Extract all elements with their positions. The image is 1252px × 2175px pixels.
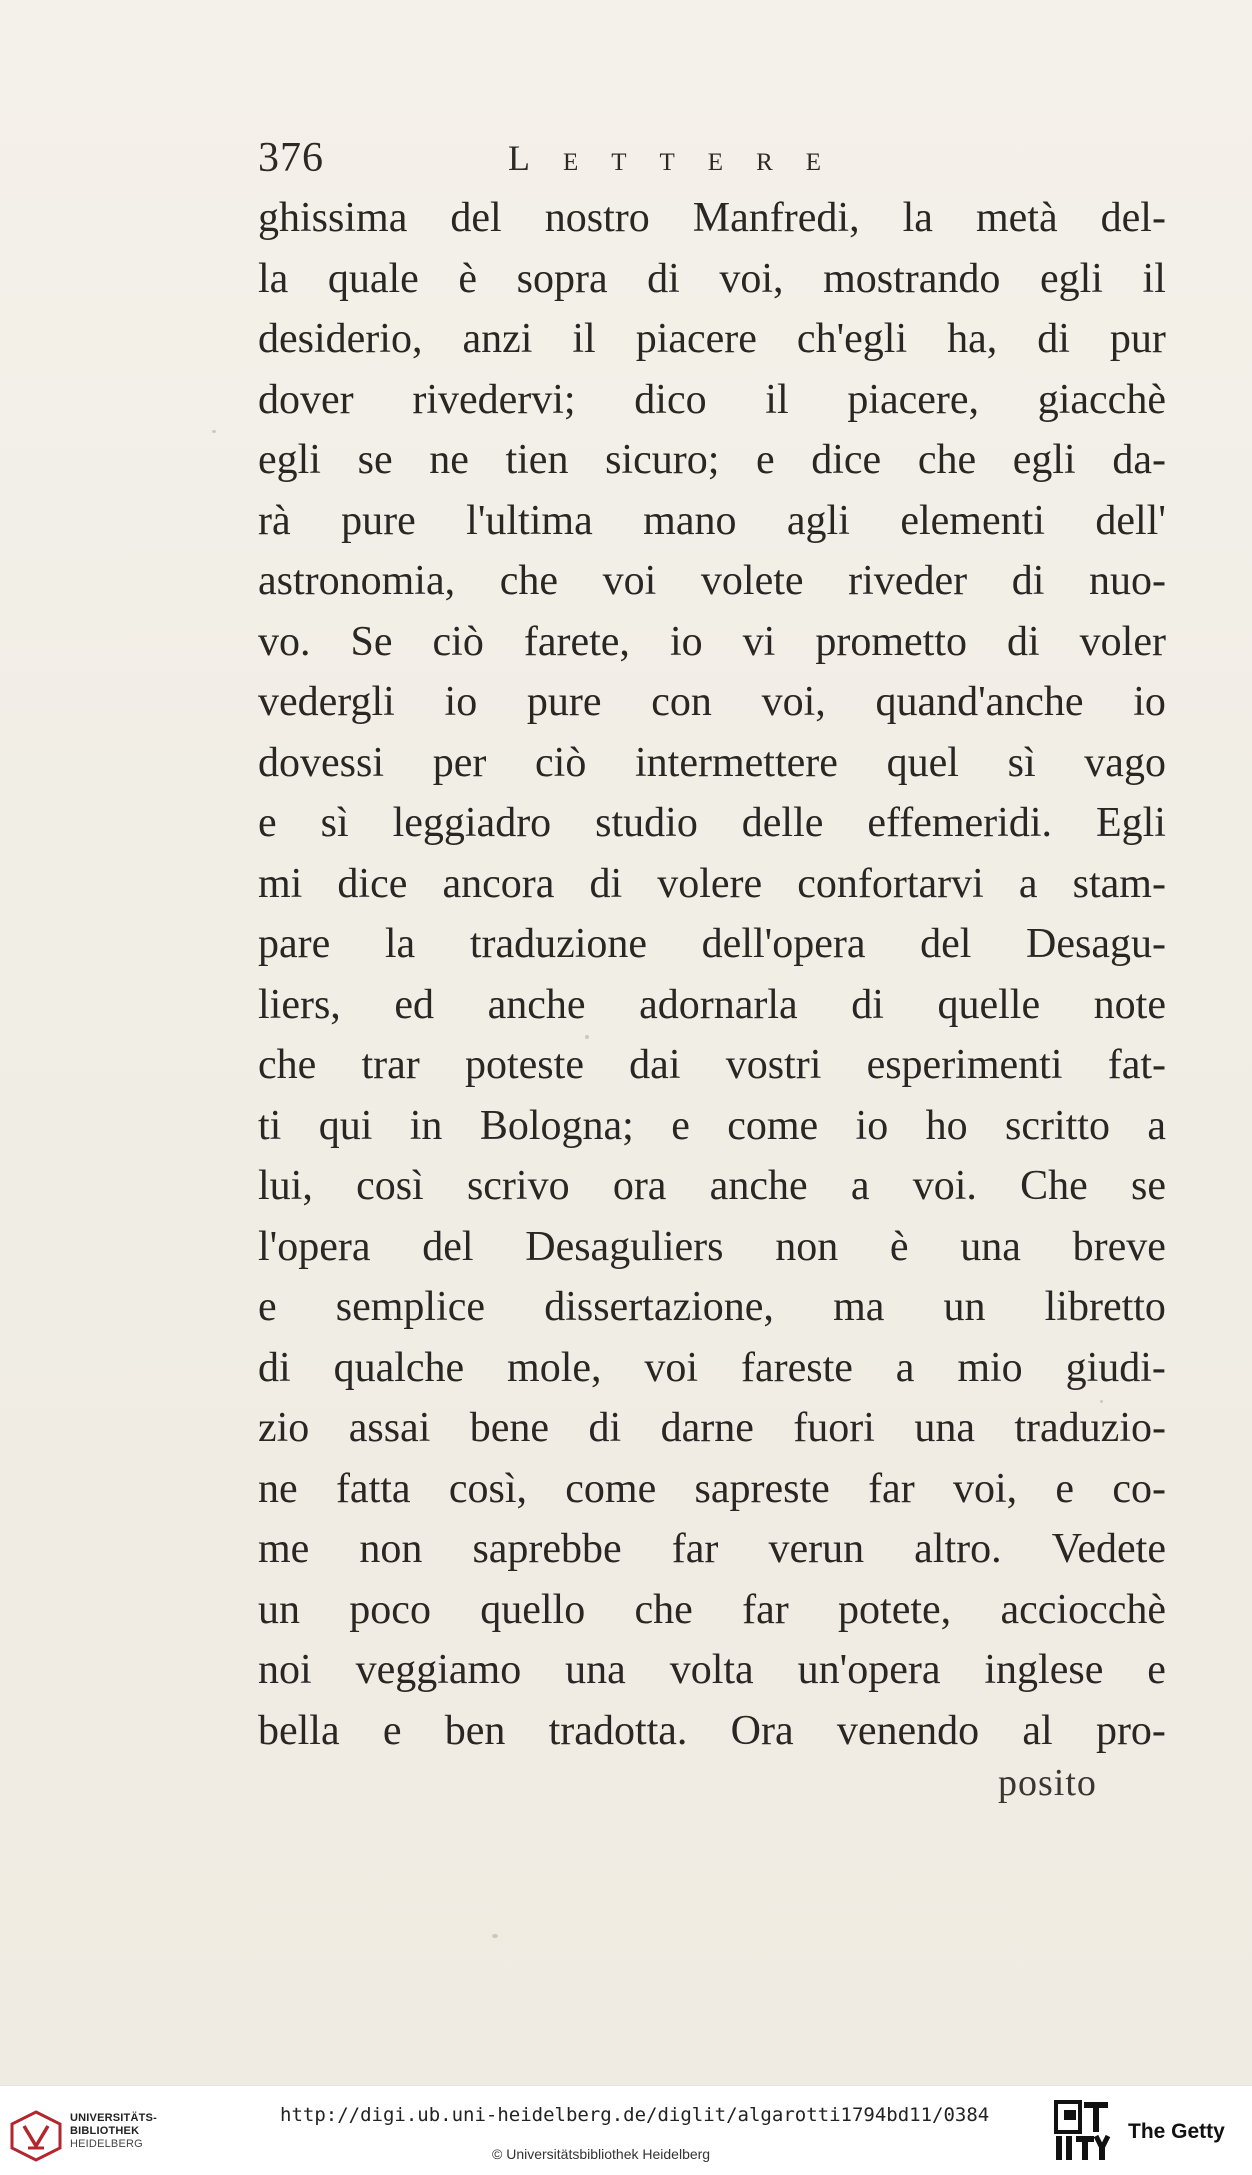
page-header (258, 128, 918, 188)
word: pur (1109, 316, 1166, 362)
word: anzi (462, 316, 533, 362)
word: giacchè (1037, 376, 1166, 423)
word: veggiamo (355, 1647, 522, 1693)
text-line (258, 1580, 1166, 1641)
word: quand'anche (875, 679, 1084, 725)
word: mio (957, 1344, 1023, 1391)
word: sapreste (694, 1465, 830, 1512)
word: esperimenti (866, 1042, 1063, 1088)
word: la (902, 195, 933, 241)
word: inglese (984, 1647, 1104, 1693)
word: scrivo (466, 1163, 570, 1209)
word: di (588, 1405, 622, 1451)
word: volere (657, 860, 763, 907)
text-line (258, 914, 1166, 975)
word: Se (350, 618, 393, 665)
word: la (384, 921, 416, 967)
word: intermettere (635, 739, 838, 786)
word: farete, (523, 618, 630, 665)
word: piacere, (847, 376, 980, 423)
word: giudi- (1065, 1344, 1166, 1391)
word: ben (444, 1707, 506, 1754)
letter-body-text (258, 188, 1166, 1761)
word: me (258, 1526, 310, 1572)
word: dell'opera (701, 921, 866, 967)
word: il (765, 376, 789, 423)
word: bene (469, 1405, 550, 1451)
word: io (444, 679, 478, 725)
text-line (258, 1338, 1166, 1399)
word: qui (318, 1102, 373, 1149)
word: qualche (333, 1344, 465, 1391)
word: pure (341, 497, 416, 544)
word: traduzione (469, 921, 648, 967)
permalink-url[interactable]: http://digi.ub.uni-heidelberg.de/diglit/algarotti1794bd11/0384 (280, 2104, 990, 2126)
word: dice (337, 860, 408, 907)
word: prometto (815, 618, 967, 665)
word: tien (505, 437, 569, 483)
word: è (889, 1223, 909, 1270)
word: del (920, 921, 972, 967)
word: ed (394, 981, 435, 1028)
word: se (1130, 1163, 1166, 1209)
word: a (1147, 1102, 1166, 1149)
word: elementi (900, 497, 1045, 544)
word: leggiadro (392, 800, 552, 846)
word: mano (643, 497, 737, 544)
word: fat- (1107, 1042, 1166, 1088)
word: metà (975, 195, 1058, 241)
word: riveder (848, 558, 968, 604)
paper-speck (492, 1934, 498, 1938)
word: astronomia, (258, 558, 456, 604)
word: che (499, 558, 559, 604)
word: il (572, 316, 596, 362)
word: anche (709, 1163, 808, 1209)
word: sì (320, 800, 349, 846)
word: ma (833, 1284, 885, 1330)
word: dover (258, 376, 354, 423)
word: voi. (912, 1163, 977, 1209)
word: libretto (1044, 1284, 1166, 1330)
word: io (1133, 679, 1166, 725)
text-line (258, 1217, 1166, 1278)
word: Bologna; (479, 1102, 634, 1149)
text-line (258, 612, 1166, 673)
text-line (258, 188, 1166, 249)
word: di (1011, 558, 1045, 604)
word: l'ultima (466, 497, 593, 544)
word: come (727, 1102, 819, 1149)
word: effemeridi. (867, 800, 1052, 846)
word: Ora (730, 1707, 794, 1754)
word: vo. (258, 618, 311, 665)
word: ch'egli (796, 316, 908, 362)
word: noi (258, 1647, 312, 1693)
text-line (258, 1277, 1166, 1338)
word: trar (361, 1042, 420, 1088)
word: e (1055, 1465, 1075, 1512)
word: di (589, 860, 623, 907)
word: ha, (947, 316, 998, 362)
word: mostrando (823, 255, 1001, 302)
heidelberg-library-icon (10, 2110, 62, 2162)
word: poco (349, 1586, 431, 1633)
word: sicuro; (605, 437, 720, 483)
word: da- (1112, 437, 1166, 483)
word: volta (669, 1647, 754, 1693)
word: potete, (838, 1586, 952, 1633)
word: il (1142, 255, 1166, 302)
text-line (258, 1398, 1166, 1459)
word: egli (1012, 437, 1076, 483)
word: fareste (740, 1344, 853, 1391)
word: ancora (442, 860, 555, 907)
word: poteste (465, 1042, 584, 1088)
text-line (258, 975, 1166, 1036)
word: quelle (937, 981, 1041, 1028)
word: che (634, 1586, 693, 1633)
text-line (258, 1096, 1166, 1157)
word: Vedete (1051, 1526, 1166, 1572)
word: mi (258, 860, 303, 907)
word: una (960, 1223, 1021, 1270)
word: del (422, 1223, 474, 1270)
word: e (671, 1102, 690, 1149)
word: fuori (793, 1405, 875, 1451)
word: così (356, 1163, 424, 1209)
word: voi, (952, 1465, 1018, 1512)
word: pure (526, 679, 602, 725)
word: ciò (432, 618, 484, 665)
word: un (258, 1586, 300, 1633)
word: Desagu- (1026, 921, 1166, 967)
word: zio (258, 1405, 310, 1451)
word: vostri (725, 1042, 822, 1088)
text-line (258, 854, 1166, 915)
word: voi, (761, 679, 826, 725)
word: e (755, 437, 775, 483)
word: ghissima (258, 195, 408, 241)
word: tradotta. (548, 1707, 688, 1754)
word: a (895, 1344, 915, 1391)
text-line (258, 733, 1166, 794)
word: assai (348, 1405, 431, 1451)
word: l'opera (258, 1223, 371, 1270)
word: quel (886, 739, 959, 786)
word: dissertazione, (544, 1284, 774, 1330)
word: dico (634, 376, 707, 423)
word: adornarla (639, 981, 798, 1028)
word: mole, (507, 1344, 602, 1391)
word: ne (429, 437, 469, 483)
word: piacere (635, 316, 757, 362)
word: vedergli (258, 679, 395, 725)
word: co- (1112, 1465, 1166, 1512)
word: verun (768, 1526, 865, 1572)
word: volete (700, 558, 804, 604)
word: vago (1084, 739, 1166, 786)
word: ho (925, 1102, 968, 1149)
word: dice (811, 437, 882, 483)
word: a (1018, 860, 1038, 907)
word: quale (327, 255, 419, 302)
word: confortarvi (797, 860, 984, 907)
text-line (258, 672, 1166, 733)
text-line (258, 1701, 1166, 1762)
word: voi, (719, 255, 784, 302)
word: e (382, 1707, 402, 1754)
word: per (432, 739, 487, 786)
word: ne (258, 1465, 298, 1512)
word: darne (660, 1405, 754, 1451)
word: studio (595, 800, 698, 846)
word: semplice (335, 1284, 486, 1330)
word: dai (629, 1042, 681, 1088)
word: desiderio, (258, 316, 423, 362)
word: far (868, 1465, 915, 1512)
catchword: posito (998, 1762, 1097, 1804)
word: dovessi (258, 739, 384, 786)
word: fatta (335, 1465, 411, 1512)
text-line (258, 1459, 1166, 1520)
text-line (258, 249, 1166, 310)
word: acciocchè (1000, 1586, 1166, 1633)
page-number: 376 (258, 135, 324, 181)
word: voi (644, 1344, 699, 1391)
word: liers, (258, 981, 341, 1028)
text-line (258, 430, 1166, 491)
word: con (651, 679, 712, 725)
viewer-footer (0, 2085, 1252, 2175)
word: io (855, 1102, 889, 1149)
copyright-notice: © Universitätsbibliothek Heidelberg (492, 2146, 711, 2162)
word: un (943, 1284, 986, 1330)
word: che (258, 1042, 317, 1088)
word: saprebbe (472, 1526, 622, 1572)
word: vi (742, 618, 776, 665)
word: delle (741, 800, 824, 846)
word: traduzio- (1014, 1405, 1166, 1451)
paper-speck (212, 430, 216, 433)
word: di (258, 1344, 291, 1391)
word: ciò (535, 739, 587, 786)
word: egli (1040, 255, 1103, 302)
word: ti (258, 1102, 282, 1149)
word: quello (480, 1586, 586, 1633)
word: egli (258, 437, 321, 483)
word: note (1093, 981, 1166, 1028)
word: è (458, 255, 478, 302)
word: nostro (544, 195, 650, 241)
text-line (258, 309, 1166, 370)
word: agli (786, 497, 850, 544)
word: sì (1007, 739, 1036, 786)
word: voler (1079, 618, 1166, 665)
partner-name: The Getty (1128, 2120, 1225, 2143)
word: bella (258, 1707, 340, 1754)
word: Egli (1095, 800, 1166, 846)
word: di (851, 981, 884, 1028)
text-line (258, 1519, 1166, 1580)
running-head: Lettere (508, 138, 855, 178)
word: così, (448, 1465, 527, 1512)
text-line (258, 1035, 1166, 1096)
word: al (1022, 1707, 1053, 1754)
word: di (647, 255, 680, 302)
word: Manfredi, (692, 195, 860, 241)
word: non (359, 1526, 423, 1572)
paper-speck (585, 1035, 589, 1039)
word: far (742, 1586, 789, 1633)
word: e (258, 800, 277, 846)
word: rà (258, 497, 291, 544)
word: ora (612, 1163, 667, 1209)
word: anche (487, 981, 586, 1028)
word: di (1006, 618, 1040, 665)
word: la (258, 255, 289, 302)
text-line (258, 1156, 1166, 1217)
word: una (914, 1405, 975, 1451)
text-line (258, 491, 1166, 552)
university-library-logo[interactable] (10, 2108, 180, 2166)
getty-logo-icon[interactable] (1052, 2098, 1112, 2164)
word: sopra (516, 255, 608, 302)
word: del- (1100, 195, 1166, 241)
word: io (669, 618, 703, 665)
word: pro- (1095, 1707, 1166, 1754)
text-line (258, 793, 1166, 854)
text-line (258, 370, 1166, 431)
paper-speck (1100, 1400, 1103, 1403)
word: nuo- (1088, 558, 1166, 604)
word: stam- (1072, 860, 1166, 907)
word: e (258, 1284, 277, 1330)
text-line (258, 1640, 1166, 1701)
word: se (357, 437, 393, 483)
word: un'opera (797, 1647, 941, 1693)
word: non (775, 1223, 839, 1270)
text-line (258, 551, 1166, 612)
word: lui, (258, 1163, 313, 1209)
word: in (409, 1102, 443, 1149)
word: del (450, 195, 502, 241)
word: altro. (914, 1526, 1002, 1572)
word: una (565, 1647, 626, 1693)
word: e (1147, 1647, 1166, 1693)
word: a (850, 1163, 870, 1209)
word: dell' (1095, 497, 1166, 544)
word: venendo (836, 1707, 980, 1754)
word: come (565, 1465, 657, 1512)
institution-name: UNIVERSITÄTS- BIBLIOTHEK HEIDELBERG (70, 2112, 157, 2150)
word: scritto (1004, 1102, 1110, 1149)
word: breve (1072, 1223, 1166, 1270)
word: Desaguliers (525, 1223, 724, 1270)
word: far (671, 1526, 719, 1572)
word: pare (258, 921, 331, 967)
word: Che (1020, 1163, 1088, 1209)
word: di (1037, 316, 1070, 362)
word: che (917, 437, 977, 483)
word: voi (602, 558, 657, 604)
word: rivedervi; (412, 376, 576, 423)
